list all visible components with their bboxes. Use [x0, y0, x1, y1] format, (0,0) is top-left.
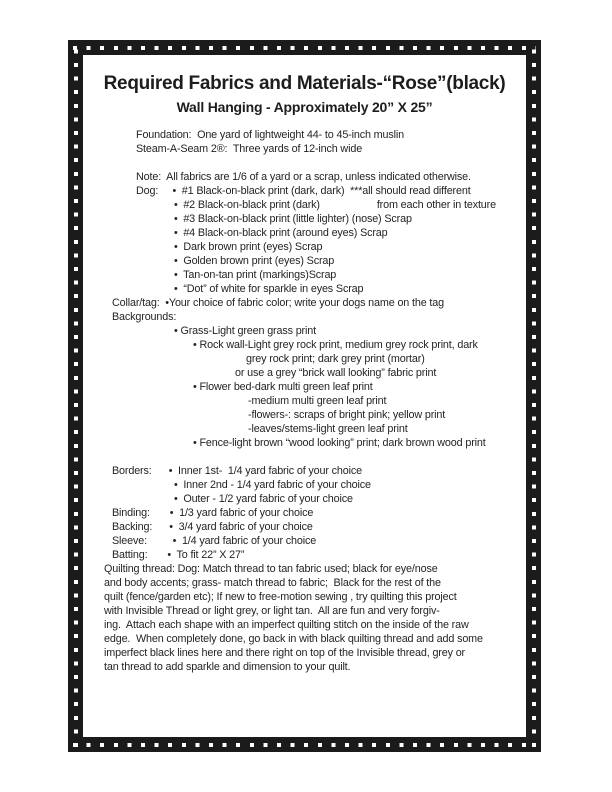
text-line: • Rock wall-Light grey rock print, medium grey rock print, dark [193, 339, 478, 351]
text-line: grey rock print; dark grey print (mortar) [246, 353, 425, 365]
text-line: • Golden brown print (eyes) Scrap [174, 255, 335, 267]
text-line: -leaves/stems-light green leaf print [248, 423, 408, 435]
blank-line [112, 450, 526, 464]
text-line: -flowers-: scraps of bright pink; yellow print [248, 409, 446, 421]
text-line: Quilting thread: Dog: Match thread to tan fabric used; black for eye/nose [104, 563, 438, 575]
frame-dots-left [74, 45, 78, 747]
text-line: Binding: • 1/3 yard fabric of your choice [112, 507, 314, 519]
text-line: • Inner 2nd - 1/4 yard fabric of your choice [174, 479, 371, 491]
text-line: • Dark brown print (eyes) Scrap [174, 241, 323, 253]
materials-list [83, 128, 526, 674]
text-line: • #4 Black-on-black print (around eyes) Scrap [174, 227, 388, 239]
text-line: quilt (fence/garden etc); If new to free-motion sewing , try quilting this project [104, 591, 457, 603]
text-line: Note: All fabrics are 1/6 of a yard or a scrap, unless indicated otherwise. [136, 171, 471, 183]
page-content [83, 55, 526, 737]
text-line: Sleeve: • 1/4 yard fabric of your choice [112, 535, 317, 547]
text-line: Foundation: One yard of lightweight 44- to 45-inch muslin [136, 129, 404, 141]
text-line: • #2 Black-on-black print (dark) from each other in texture [174, 199, 496, 211]
text-line: Backgrounds: [112, 311, 177, 323]
document-frame [68, 40, 541, 752]
text-line: Backing: • 3/4 yard fabric of your choice [112, 521, 313, 533]
text-line: • Outer - 1/2 yard fabric of your choice [174, 493, 353, 505]
text-line: or use a grey “brick wall looking” fabric print [235, 367, 437, 379]
text-line: -medium multi green leaf print [248, 395, 387, 407]
text-line: Collar/tag: •Your choice of fabric color; write your dogs name on the tag [112, 297, 444, 309]
text-line: edge. When completely done, go back in with black quilting thread and add some [104, 633, 483, 645]
text-line: imperfect black lines here and there right on top of the Invisible thread, grey or [104, 647, 465, 659]
text-line: Dog: • #1 Black-on-black print (dark, dark) ***all should read different [136, 185, 471, 197]
text-line: and body accents; grass- match thread to fabric; Black for the rest of the [104, 577, 441, 589]
text-line: Batting: • To fit 22” X 27” [112, 549, 245, 561]
text-line: • #3 Black-on-black print (little lighter) (nose) Scrap [174, 213, 412, 225]
text-line: • Flower bed-dark multi green leaf print [193, 381, 373, 393]
text-line: • Grass-Light green grass print [174, 325, 316, 337]
frame-dots-bottom [73, 743, 536, 747]
text-line: ing. Attach each shape with an imperfect quilting stitch on the inside of the raw [104, 619, 469, 631]
text-line: • Tan-on-tan print (markings)Scrap [174, 269, 337, 281]
text-line: • Fence-light brown “wood looking” print; dark brown wood print [193, 437, 486, 449]
text-line: with Invisible Thread or light grey, or light tan. All are fun and very forgiv- [104, 605, 440, 617]
text-line: • “Dot” of white for sparkle in eyes Scrap [174, 283, 364, 295]
frame-dots-top [73, 46, 536, 50]
text-line: Borders: • Inner 1st- 1/4 yard fabric of your choice [112, 465, 362, 477]
frame-dots-right [532, 45, 536, 747]
blank-line [136, 156, 526, 170]
page-title: Required Fabrics and Materials-“Rose”(black) [103, 73, 506, 94]
page-subtitle: Wall Hanging - Approximately 20” X 25” [176, 99, 433, 115]
text-line: tan thread to add sparkle and dimension to your quilt. [104, 661, 351, 673]
text-line: Steam-A-Seam 2®: Three yards of 12-inch wide [136, 143, 363, 155]
